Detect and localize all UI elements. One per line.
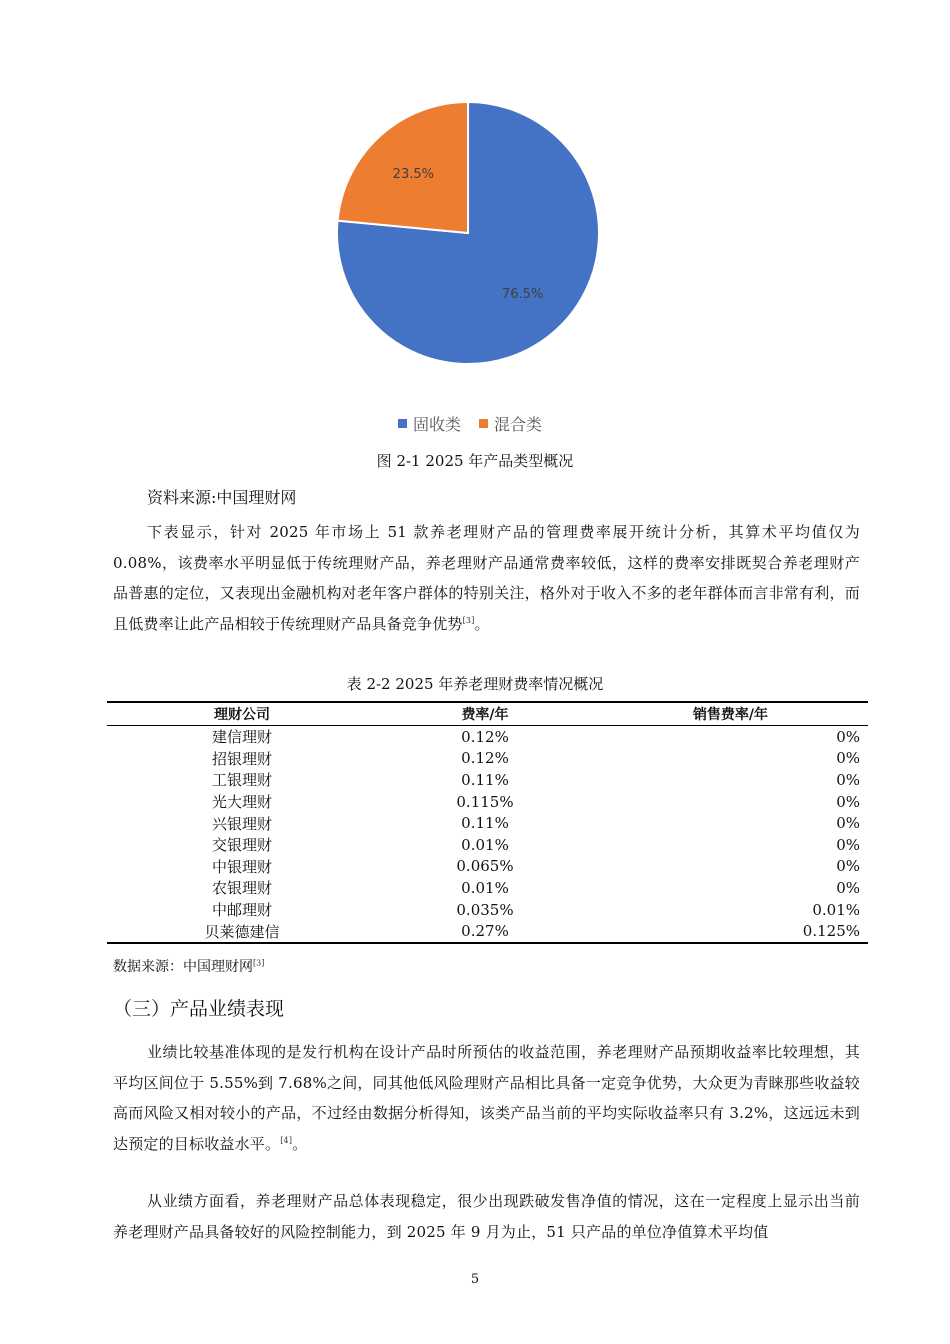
- cell-fee: 0.27%: [377, 920, 593, 943]
- table-row: [107, 769, 868, 791]
- table-caption: 表 2-2 2025 年养老理财费率情况概况: [346, 675, 604, 693]
- cell-fee: 0.11%: [461, 770, 509, 789]
- legend-label-fixed-income: 固收类: [413, 415, 462, 434]
- cell-sales-fee: 0.01%: [812, 900, 860, 919]
- cell-company: 建信理财: [211, 728, 272, 747]
- table-body: [107, 726, 868, 943]
- table-row: [107, 920, 868, 943]
- cell-fee: 0.115%: [456, 792, 514, 811]
- cell-fee: 0.12%: [461, 727, 509, 746]
- table-source-text: 数据来源：中国理财网: [113, 959, 253, 975]
- pie-data-label-0: 76.5%: [502, 287, 544, 303]
- paragraph-fee-analysis-text: 下表显示，针对 2025 年市场上 51 款养老理财产品的管理费率展开统计分析，其算术平均值仅为 0.08%，该费率水平明显低于传统理财产品，养老理财产品通常费率较低，这样的费率安排既契合养老理财产品普惠的定位，又表现出金融机构对老年客户群体的特别关注，格外对于收入不多的老年群体而言非常有利，而且低费率让此产品相较于传统理财产品具备竞争优势: [113, 523, 860, 633]
- table-row: [107, 812, 868, 834]
- paragraph-fee-analysis: [113, 517, 860, 639]
- cell-fee: 0.01%: [461, 835, 509, 854]
- pie-data-label-1: 23.5%: [392, 166, 434, 182]
- cell-fee: 0.065%: [456, 857, 514, 876]
- figure-caption: 图 2-1 2025 年产品类型概况: [376, 452, 574, 470]
- cell-company: 中银理财: [211, 857, 272, 876]
- cell-sales-fee: 0%: [836, 727, 860, 746]
- cell-company: 招银理财: [211, 749, 272, 768]
- citation-ref-4: [4]: [280, 1135, 293, 1145]
- cell-fee: 0.11%: [461, 814, 509, 833]
- chart-legend: [398, 412, 542, 435]
- cell-sales-fee: 0%: [836, 792, 860, 811]
- cell-sales-fee: 0%: [836, 878, 860, 897]
- legend-item-mixed: [479, 412, 542, 435]
- cell-fee: 0.01%: [461, 878, 509, 897]
- paragraph-end-punct: 。: [474, 614, 490, 633]
- section-heading: （三）产品业绩表现: [113, 998, 285, 1020]
- table-row: [107, 877, 868, 899]
- table-source: [113, 956, 264, 976]
- cell-company: 贝莱德建信: [107, 920, 377, 943]
- cell-company: 农银理财: [211, 879, 272, 898]
- cell-sales-fee: 0.125%: [593, 920, 868, 943]
- paragraph-performance-text: 业绩比较基准体现的是发行机构在设计产品时所预估的收益范围，养老理财产品预期收益率比较理想，其平均区间位于 5.55%到 7.68%之间，同其他低风险理财产品相比具备一定竞争优势，大众更为青睐那些收益较高而风险又相对较小的产品，不过经由数据分析得知，该类产品当前的平均实际收益率只有 3.2%，这远远未到达预定的目标收益水平。: [113, 1043, 860, 1153]
- table-header-company: 理财公司: [107, 702, 377, 726]
- table-header-sales-fee: 销售费率/年: [593, 702, 868, 726]
- pie-chart: [0, 0, 950, 450]
- cell-company: 光大理财: [211, 793, 272, 812]
- table-row: [107, 899, 868, 921]
- table-row: [107, 748, 868, 770]
- cell-company: 中邮理财: [211, 901, 272, 920]
- paragraph-performance-benchmark: [113, 1037, 860, 1159]
- table-source-ref: [3]: [253, 958, 265, 968]
- fee-table: [107, 701, 868, 944]
- cell-company: 兴银理财: [211, 814, 272, 833]
- cell-sales-fee: 0%: [836, 749, 860, 768]
- cell-fee: 0.12%: [461, 749, 509, 768]
- page-number: 5: [470, 1272, 480, 1287]
- paragraph-performance-stability: 从业绩方面看，养老理财产品总体表现稳定，很少出现跌破发售净值的情况，这在一定程度上显示出当前养老理财产品具备较好的风险控制能力，到 2025 年 9 月为止，51 只产品的单位净值算术平均值: [113, 1192, 860, 1241]
- pie-chart-svg: [0, 0, 950, 440]
- table-row: [107, 791, 868, 813]
- legend-label-mixed: 混合类: [494, 415, 543, 434]
- legend-swatch-mixed: [479, 419, 488, 428]
- table-row: [107, 834, 868, 856]
- legend-item-fixed-income: [398, 412, 461, 435]
- table-row: [107, 856, 868, 878]
- cell-sales-fee: 0%: [836, 857, 860, 876]
- cell-sales-fee: 0%: [836, 770, 860, 789]
- cell-company: 交银理财: [211, 836, 272, 855]
- cell-fee: 0.035%: [456, 900, 514, 919]
- legend-swatch-fixed-income: [398, 419, 407, 428]
- figure-source: 资料来源:中国理财网: [147, 488, 297, 507]
- table-header-row: [107, 702, 868, 726]
- cell-sales-fee: 0%: [836, 814, 860, 833]
- cell-company: 工银理财: [211, 771, 272, 790]
- cell-sales-fee: 0%: [836, 835, 860, 854]
- table-header-fee: 费率/年: [377, 702, 593, 726]
- table-row: [107, 726, 868, 748]
- citation-ref: [3]: [462, 615, 475, 625]
- paragraph-performance-end: 。: [292, 1134, 308, 1153]
